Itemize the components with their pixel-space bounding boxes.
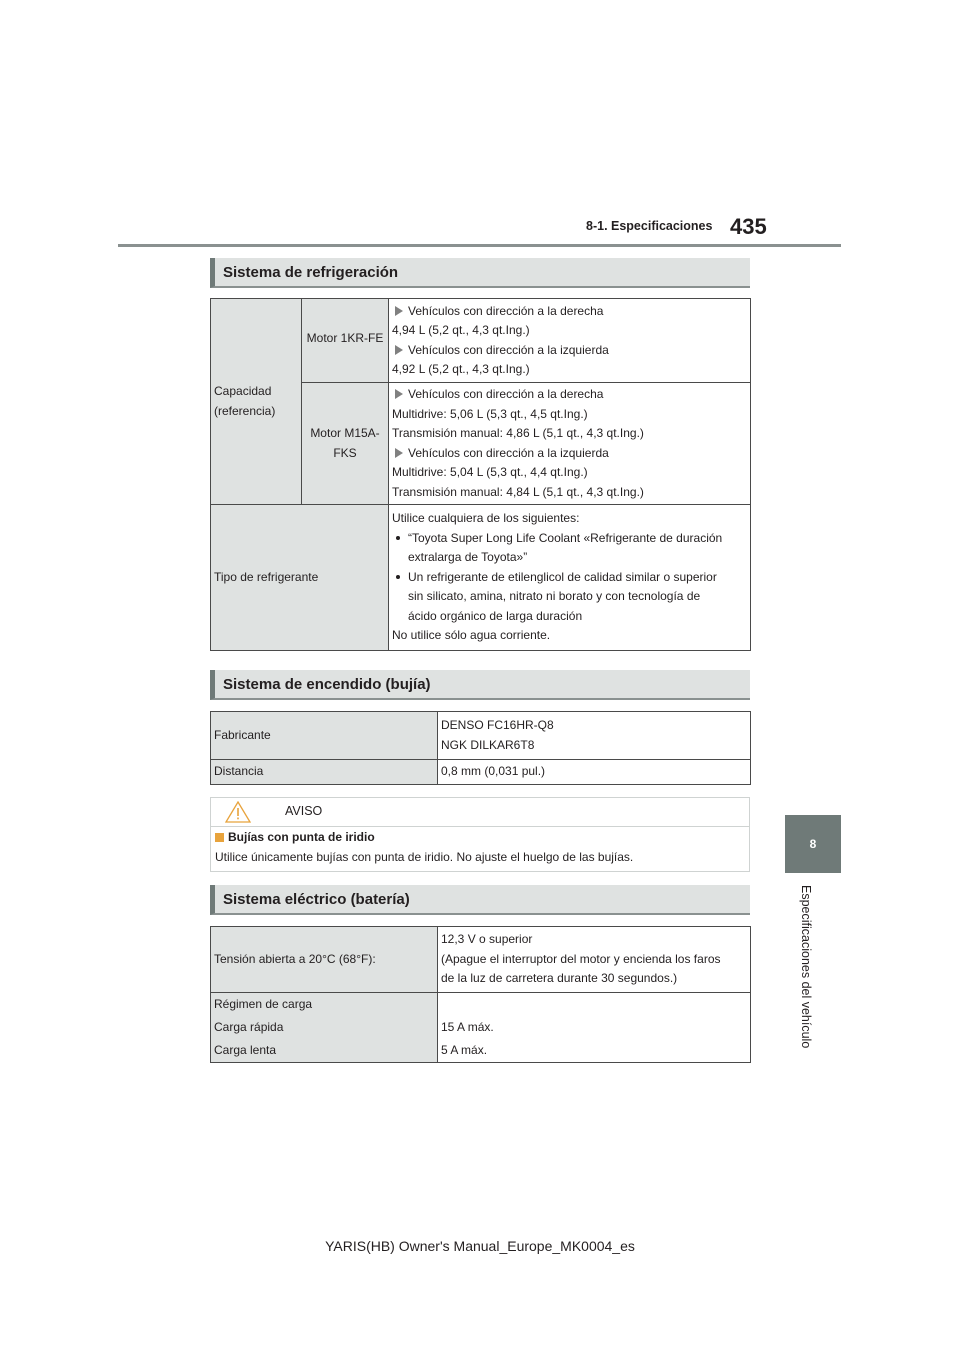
engine2-cell bbox=[302, 383, 389, 505]
table-row bbox=[211, 927, 751, 993]
cooling-section-header bbox=[210, 258, 750, 288]
table-row bbox=[211, 505, 751, 651]
table-row bbox=[211, 712, 751, 760]
warning-text: Utilice únicamente bujías con punta de iridio. No ajuste el huelgo de las bujías. bbox=[215, 850, 634, 864]
arrow-icon bbox=[395, 306, 403, 316]
rhd-manual: Transmisión manual: 4,86 L (5,1 qt., 4,3 qt.Ing.) bbox=[392, 426, 644, 440]
warning-box bbox=[210, 797, 750, 872]
bullet-icon bbox=[396, 536, 400, 540]
rhd-label: Vehículos con dirección a la derecha bbox=[408, 303, 604, 318]
chapter-side-label-text: Especificaciones del vehículo bbox=[799, 885, 813, 1049]
page-number: 435 bbox=[730, 214, 767, 239]
coolant-label: Tipo de refrigerante bbox=[214, 569, 319, 584]
electrical-section-title: Sistema eléctrico (batería) bbox=[223, 891, 410, 908]
warning-triangle-icon bbox=[225, 801, 251, 823]
fast-charge-label: Carga rápida bbox=[214, 1020, 284, 1034]
maker-values bbox=[438, 712, 751, 760]
table-row bbox=[211, 993, 751, 1063]
slow-charge-value: 5 A máx. bbox=[441, 1043, 488, 1057]
header-divider bbox=[118, 244, 841, 247]
coolant-label-cell bbox=[211, 505, 389, 651]
arrow-icon bbox=[395, 345, 403, 355]
lhd-value: 4,92 L (5,2 qt., 4,3 qt.Ing.) bbox=[392, 362, 530, 376]
chapter-tab: 8 bbox=[785, 815, 841, 873]
bullet-icon bbox=[396, 575, 400, 579]
coolant-option-1: “Toyota Super Long Life Coolant «Refrigerante de duración bbox=[408, 530, 723, 545]
warning-header bbox=[211, 798, 749, 827]
capacity-label-cell bbox=[211, 299, 302, 505]
rhd-value: 4,94 L (5,2 qt., 4,3 qt.Ing.) bbox=[392, 323, 530, 337]
warning-heading-text: Bujías con punta de iridio bbox=[228, 830, 375, 844]
warning-heading bbox=[215, 830, 375, 844]
lhd-manual: Transmisión manual: 4,84 L (5,1 qt., 4,3 qt.Ing.) bbox=[392, 484, 644, 499]
lhd-multidrive: Multidrive: 5,04 L (5,3 qt., 4,4 qt.Ing.) bbox=[392, 465, 588, 479]
capacity-label: Capacidad bbox=[214, 384, 272, 398]
coolant-option-2-cont2: ácido orgánico de larga duración bbox=[408, 608, 583, 623]
ignition-section-title: Sistema de encendido (bujía) bbox=[223, 676, 431, 693]
rhd-label: Vehículos con dirección a la derecha bbox=[408, 387, 604, 401]
engine1-values bbox=[389, 299, 751, 383]
charge-rate-label: Régimen de carga bbox=[214, 997, 313, 1011]
coolant-intro: Utilice cualquiera de los siguientes: bbox=[392, 511, 580, 526]
footer-text: YARIS(HB) Owner's Manual_Europe_MK0004_es bbox=[325, 1238, 635, 1254]
coolant-option-1-cont: extralarga de Toyota»” bbox=[408, 550, 528, 565]
ignition-table bbox=[210, 711, 751, 785]
maker-label: Fabricante bbox=[211, 712, 438, 760]
voltage-values bbox=[438, 927, 751, 993]
gap-value: 0,8 mm (0,031 pul.) bbox=[438, 760, 751, 785]
electrical-section-header bbox=[210, 885, 750, 915]
maker-denso: DENSO FC16HR-Q8 bbox=[441, 718, 554, 732]
gap-label: Distancia bbox=[211, 760, 438, 785]
engine2-label-suffix: FKS bbox=[333, 445, 357, 460]
rhd-multidrive: Multidrive: 5,06 L (5,3 qt., 4,5 qt.Ing.) bbox=[392, 406, 588, 421]
voltage-value: 12,3 V o superior bbox=[441, 932, 533, 947]
lhd-label: Vehículos con dirección a la izquierda bbox=[408, 445, 609, 460]
section-title: 8-1. Especificaciones bbox=[586, 219, 713, 233]
voltage-note: (Apague el interruptor del motor y encienda los faros bbox=[441, 951, 721, 966]
coolant-note: No utilice sólo agua corriente. bbox=[392, 628, 551, 643]
warning-label: AVISO bbox=[285, 804, 323, 818]
capacity-label-ref: (referencia) bbox=[214, 403, 276, 418]
cooling-table bbox=[210, 298, 751, 651]
table-row bbox=[211, 299, 751, 383]
engine2-values bbox=[389, 383, 751, 505]
coolant-option-2-cont: sin silicato, amina, nitrato ni borato y con tecnología de bbox=[408, 589, 701, 604]
square-bullet-icon bbox=[215, 833, 224, 842]
fast-charge-value: 15 A máx. bbox=[441, 1020, 494, 1034]
coolant-values bbox=[389, 505, 751, 651]
lhd-label: Vehículos con dirección a la izquierda bbox=[408, 342, 609, 357]
engine2-label: Motor M15A- bbox=[310, 426, 380, 440]
chapter-side-label bbox=[797, 885, 813, 1065]
electrical-table bbox=[210, 926, 751, 1063]
slow-charge-label: Carga lenta bbox=[214, 1043, 277, 1057]
charge-rate-labels bbox=[211, 993, 438, 1063]
engine1-cell bbox=[302, 299, 389, 383]
voltage-note-cont: de la luz de carretera durante 30 segundos.) bbox=[441, 971, 678, 986]
maker-ngk: NGK DILKAR6T8 bbox=[441, 737, 535, 752]
engine1-label: Motor 1KR-FE bbox=[306, 331, 384, 345]
coolant-option-2: Un refrigerante de etilenglicol de calidad similar o superior bbox=[408, 569, 717, 584]
arrow-icon bbox=[395, 448, 403, 458]
charge-rate-values bbox=[438, 993, 751, 1063]
voltage-label: Tensión abierta a 20°C (68°F): bbox=[211, 927, 438, 993]
arrow-icon bbox=[395, 389, 403, 399]
table-row bbox=[211, 760, 751, 785]
cooling-section-title: Sistema de refrigeración bbox=[223, 264, 399, 281]
ignition-section-header bbox=[210, 670, 750, 700]
